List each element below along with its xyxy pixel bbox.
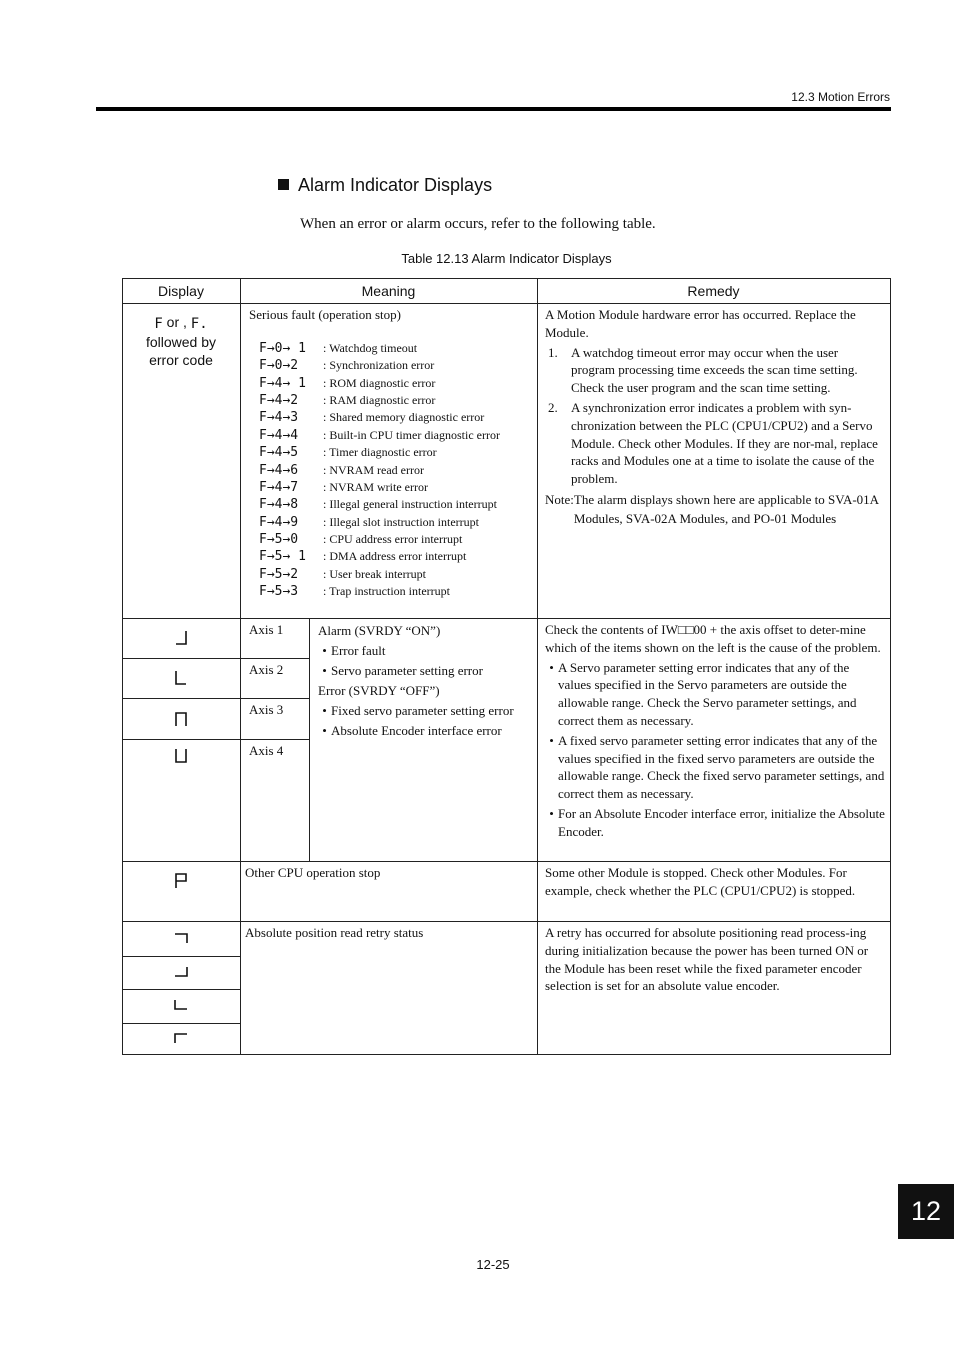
- error-code-label: : User break interrupt: [323, 566, 426, 581]
- row2-remedy-intro: Check the contents of IW□□00 + the axis offset to deter-mine which of the items shown on the left is the cause of the problem.: [545, 622, 881, 655]
- error-code-row: [249, 392, 534, 409]
- error-code-row: [249, 566, 534, 583]
- seven-seg-code: F→4→ 1: [259, 375, 306, 391]
- axis3-label: Axis 3: [249, 702, 284, 717]
- error-code-row: [249, 514, 534, 531]
- retry-symbol-4: [122, 1032, 240, 1044]
- error-code-label: : Illegal general instruction interrupt: [323, 497, 497, 512]
- axis2-symbol: [122, 658, 240, 698]
- error-code-row: [249, 583, 534, 600]
- seg-f-dot-symbol: F.: [190, 316, 208, 332]
- remedy-item-number: 1.: [548, 344, 558, 360]
- remedy-bullet-text: A Servo parameter setting error indicates that any of the values specified in the Servo parameters are outside the allowable range. Check the Servo parameter settings, and correct them as necessary.: [558, 659, 857, 728]
- row2-remedy-item-2: • A fixed servo parameter setting error indicates that any of the values specified in the fixed servo parameters are outside the allowable range. Check the fixed servo parameter settings, and correct them as necessary.: [549, 732, 885, 802]
- error-code-row: [249, 548, 534, 565]
- note-label: Note:: [545, 491, 574, 507]
- chapter-tab: 12: [898, 1184, 954, 1239]
- bullet-square-icon: [278, 179, 289, 190]
- seven-seg-code: F→0→ 1: [259, 340, 306, 356]
- seven-seg-code: F→5→0: [259, 532, 299, 548]
- retry-symbol-2: [122, 966, 240, 978]
- error-code-label: : Built-in CPU timer diagnostic error: [323, 427, 500, 442]
- axis4-symbol: [122, 748, 240, 768]
- row3-symbol: [122, 872, 240, 889]
- error-code-label: : Illegal slot instruction interrupt: [323, 514, 479, 529]
- note-text: The alarm displays shown here are applicable to SVA-01A Modules, SVA-02A Modules, and PO-01 Modules: [573, 491, 879, 526]
- seg-retry2-icon: [173, 966, 189, 978]
- header-rule: [96, 107, 891, 111]
- error-code-row: [249, 496, 534, 513]
- row3-meaning: Other CPU operation stop: [245, 865, 381, 880]
- row1-display: [122, 313, 240, 369]
- seg-axis2-icon: [174, 670, 188, 686]
- error-code-label: : RAM diagnostic error: [323, 392, 436, 407]
- error-code-list: [249, 340, 534, 601]
- remedy-item-number: 2.: [548, 399, 558, 415]
- on-item-1: • Error fault: [318, 641, 536, 661]
- axis1-label: Axis 1: [249, 622, 284, 637]
- error-code-row: [249, 462, 534, 479]
- remedy-bullet-text: A fixed servo parameter setting error indicates that any of the values specified in the fixed servo parameters are outside the allowable range. Check the fixed servo parameter settings, and correct them as necessary.: [558, 732, 885, 802]
- intro-paragraph: When an error or alarm occurs, refer to the following table.: [300, 216, 656, 232]
- seven-seg-code: F→4→9: [259, 514, 299, 530]
- off-item-2: • Absolute Encoder interface error: [318, 721, 536, 741]
- error-code-label: : Synchronization error: [323, 358, 435, 373]
- error-code-label: : CPU address error interrupt: [323, 532, 463, 547]
- alarm-on-heading: Alarm (SVRDY “ON”): [318, 623, 441, 638]
- seven-seg-code: F→4→3: [259, 410, 299, 426]
- seven-seg-code: F→5→ 1: [259, 549, 306, 565]
- on-item-text: Error fault: [331, 643, 386, 658]
- seg-axis1-icon: [174, 630, 188, 646]
- seg-f-symbol: F: [154, 316, 163, 332]
- row1-meaning-title: Serious fault (operation stop): [249, 307, 401, 322]
- remedy-item-1: [545, 344, 885, 397]
- seg-axis3-icon: [174, 711, 188, 727]
- error-code-label: : NVRAM write error: [323, 479, 428, 494]
- error-code-row: [249, 409, 534, 426]
- remedy-item-2: [545, 399, 885, 488]
- col-header-remedy: Remedy: [687, 283, 740, 299]
- error-code-row: [249, 375, 534, 392]
- axis2-label: Axis 2: [249, 662, 284, 677]
- row1-note: [545, 490, 885, 528]
- retry-symbol-1: [122, 932, 240, 944]
- error-off-heading: Error (SVRDY “OFF”): [318, 683, 440, 698]
- seven-seg-code: F→5→3: [259, 584, 299, 600]
- off-item-1: • Fixed servo parameter setting error: [318, 701, 536, 721]
- seven-seg-code: F→4→5: [259, 445, 299, 461]
- row1-remedy: [545, 306, 885, 528]
- off-item-text: Absolute Encoder interface error: [331, 723, 502, 738]
- row2-meaning: [318, 621, 536, 741]
- error-code-label: : Timer diagnostic error: [323, 445, 437, 460]
- running-header: 12.3 Motion Errors: [791, 90, 890, 104]
- error-code-label: : DMA address error interrupt: [323, 549, 467, 564]
- seven-seg-code: F→4→4: [259, 427, 299, 443]
- remedy-item-text: A watchdog timeout error may occur when the user program processing time exceeds the scan time setting. Check the user program and the scan time setting.: [571, 344, 858, 396]
- seven-seg-code: F→4→6: [259, 462, 299, 478]
- table-caption: Table 12.13 Alarm Indicator Displays: [401, 251, 612, 266]
- retry-symbol-3: [122, 999, 240, 1011]
- col-header-meaning: Meaning: [361, 283, 416, 299]
- on-item-2: • Servo parameter setting error: [318, 661, 536, 681]
- seven-seg-code: F→5→2: [259, 566, 299, 582]
- remedy-item-text: A synchronization error indicates a problem with syn-chronization between the PLC (CPU1/CPU2) and a Servo Module. Check other Modules. If they are nor-mal, replace racks and Modules one at a time to isolate the cause of the problem.: [571, 399, 878, 487]
- seven-seg-code: F→4→2: [259, 392, 299, 408]
- col-header-display: Display: [158, 283, 204, 299]
- error-code-label: : ROM diagnostic error: [323, 375, 436, 390]
- section-title-text: Alarm Indicator Displays: [298, 175, 493, 195]
- error-code-label: : Trap instruction interrupt: [323, 584, 450, 599]
- axis1-symbol: [122, 618, 240, 658]
- error-code-label: : NVRAM read error: [323, 462, 424, 477]
- seg-retry4-icon: [173, 1032, 189, 1044]
- row2-remedy: [545, 621, 885, 841]
- error-code-row: [249, 340, 534, 357]
- axis4-label: Axis 4: [249, 743, 284, 758]
- error-code-row: [249, 427, 534, 444]
- on-item-text: Servo parameter setting error: [331, 663, 483, 678]
- error-code-label: : Watchdog timeout: [323, 340, 418, 355]
- row1-display-symbols: [122, 313, 240, 333]
- remedy-bullet-text: For an Absolute Encoder interface error, initialize the Absolute Encoder.: [558, 805, 885, 839]
- page-number: 12-25: [476, 1257, 510, 1272]
- error-code-row: [249, 444, 534, 461]
- off-item-text: Fixed servo parameter setting error: [331, 703, 514, 718]
- row4-remedy: A retry has occurred for absolute positioning read process-ing during initialization because the power has been turned ON or the Module has been reset while the fixed parameter encoder selection is set for an absolute value encoder.: [545, 925, 869, 994]
- section-title: [278, 175, 492, 196]
- seven-seg-code: F→4→8: [259, 497, 299, 513]
- axis3-symbol: [122, 698, 240, 739]
- seg-retry1-icon: [173, 932, 189, 944]
- seg-retry3-icon: [173, 999, 189, 1011]
- row3-remedy: Some other Module is stopped. Check other Modules. For example, check whether the PLC (CPU1/CPU2) is stopped.: [545, 865, 856, 898]
- row4-meaning: Absolute position read retry status: [245, 925, 424, 940]
- error-code-row: [249, 357, 534, 374]
- error-code-label: : Shared memory diagnostic error: [323, 410, 485, 425]
- seg-p-icon: [174, 872, 188, 889]
- row2-remedy-item-3: • For an Absolute Encoder interface error, initialize the Absolute Encoder.: [549, 805, 885, 839]
- seven-seg-code: F→4→7: [259, 479, 299, 495]
- row1-remedy-intro: A Motion Module hardware error has occurred. Replace the Module.: [545, 307, 856, 340]
- row1-display-text: followed by error code: [145, 334, 217, 368]
- row2-remedy-item-1: • A Servo parameter setting error indicates that any of the values specified in the Servo parameters are outside the allowable range. Check the Servo parameter settings, and correct them as necessary.: [545, 659, 885, 730]
- error-code-row: [249, 479, 534, 496]
- display-or: or ,: [166, 314, 187, 330]
- seven-seg-code: F→0→2: [259, 358, 299, 374]
- seg-axis4-icon: [174, 748, 188, 764]
- error-code-row: [249, 531, 534, 548]
- row1-meaning: [249, 306, 534, 601]
